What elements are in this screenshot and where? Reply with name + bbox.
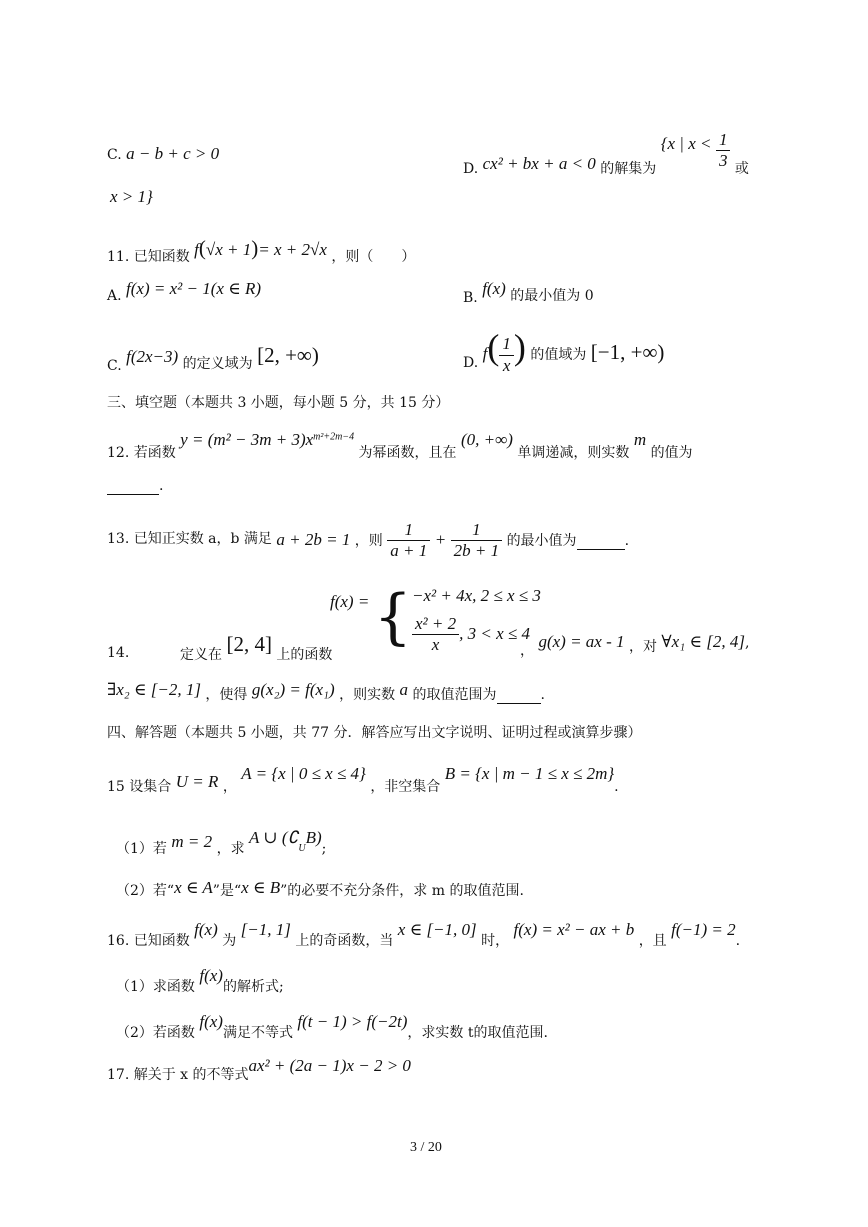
option-11d: D. f( $\frac{1}{x}$ ) 的值域为 [−1, +∞)	[463, 327, 665, 375]
question-14-line-2: ∃x₂ ∈ [−2, 1] ，使得 g(x₂) = f(x₁) ，则实数 a 的取值范围为 .	[107, 680, 545, 703]
piecewise-case-2: $\frac{\text{x² + 2}}{x}$ , 3 < x ≤ 4	[412, 614, 530, 656]
option-11b: B. f(x) 的最小值为 0	[463, 279, 594, 306]
fraction-2: $\frac{1}{2b + 1}$	[451, 520, 502, 562]
question-16-part-2: （2）若函数 f(x)满足不等式 f(t − 1) > f(−2t)，求实数 t的取值范围.	[116, 1012, 548, 1041]
fraction-1: $\frac{1}{a + 1}$	[387, 520, 430, 562]
question-14-piecewise: f(x) = { −x² + 4x, 2 ≤ x ≤ 3 $\frac{\text{x² + 2}}{x}$ , 3 < x ≤ 4	[330, 582, 541, 655]
piecewise-case-1: −x² + 4x, 2 ≤ x ≤ 3	[412, 586, 541, 605]
question-16-part-1: （1）求函数 f(x)的解析式;	[116, 966, 284, 995]
option-10d-continuation: x > 1}	[110, 187, 153, 206]
question-11: 11. 已知函数 f(√x + 1)= x + 2√x ，则（ ）	[107, 236, 416, 265]
option-10d-fraction: $\frac{1}{3}$	[716, 130, 731, 172]
option-10d-math: cx² + bx + a < 0	[482, 153, 596, 173]
section-4-title: 四、解答题（本题共 5 小题，共 77 分．解答应写出文字说明、证明过程或演算步骤）	[107, 725, 642, 741]
option-10c-math: a − b + c > 0	[126, 144, 220, 163]
answer-blank-13[interactable]	[577, 533, 625, 550]
section-3-title: 三、填空题（本题共 3 小题，每小题 5 分，共 15 分）	[107, 395, 450, 411]
option-10c: C. a − b + c > 0	[107, 144, 220, 163]
question-12-answer-blank[interactable]: .	[107, 478, 163, 495]
question-15-part-1: （1）若 m = 2 ，求 A ∪ $(∁_UB)$;	[116, 828, 327, 857]
answer-blank-12[interactable]	[107, 478, 159, 495]
question-15-part-2: （2）若“x ∈ A”是“x ∈ B”的必要不充分条件，求 m 的取值范围.	[116, 878, 524, 899]
option-11a: A. f(x) = x² − 1(x ∈ R)	[107, 279, 262, 304]
question-17: 17. 解关于 x 的不等式ax² + (2a − 1)x − 2 > 0	[107, 1056, 411, 1083]
option-11c: C. f(2x−3) 的定义域为 [2, +∞)	[107, 343, 319, 374]
question-13: 13. 已知正实数 a，b 满足 a + 2b = 1 ，则 $\frac{1}{a + 1}$ + $\frac{1}{2b + 1}$ 的最小值为 .	[107, 520, 630, 561]
question-14-tail: ， g(x) = ax - 1 ，对 ∀x₁ ∈ [2, 4],	[520, 632, 750, 659]
question-14-number: 14.	[107, 645, 130, 661]
question-15: 15 设集合 U = R ， A = {x | 0 ≤ x ≤ 4} ，非空集合 B = {x | m − 1 ≤ x ≤ 2m}.	[107, 764, 619, 795]
question-12: 12. 若函数 $y = (m^2 - 3m + 3)x^{m^2+2m-4}$ 为幂函数，且在 (0, +∞) 单调递减，则实数 m 的值为	[107, 430, 693, 461]
question-14-lead: 定义在 [2, 4] 上的函数	[180, 632, 333, 663]
option-10d: D. cx² + bx + a < 0 的解集为 {x | x < $\frac{1}{3}$ 或	[463, 130, 749, 177]
answer-blank-14[interactable]	[497, 687, 541, 704]
option-10d-set: {x | x <	[660, 133, 712, 153]
page-number: 3 / 20	[410, 1140, 442, 1155]
question-16: 16. 已知函数 f(x) 为 [−1, 1] 上的奇函数，当 x ∈ [−1, 0] 时， f(x) = x² − ax + b ，且 f(−1) = 2.	[107, 920, 741, 949]
